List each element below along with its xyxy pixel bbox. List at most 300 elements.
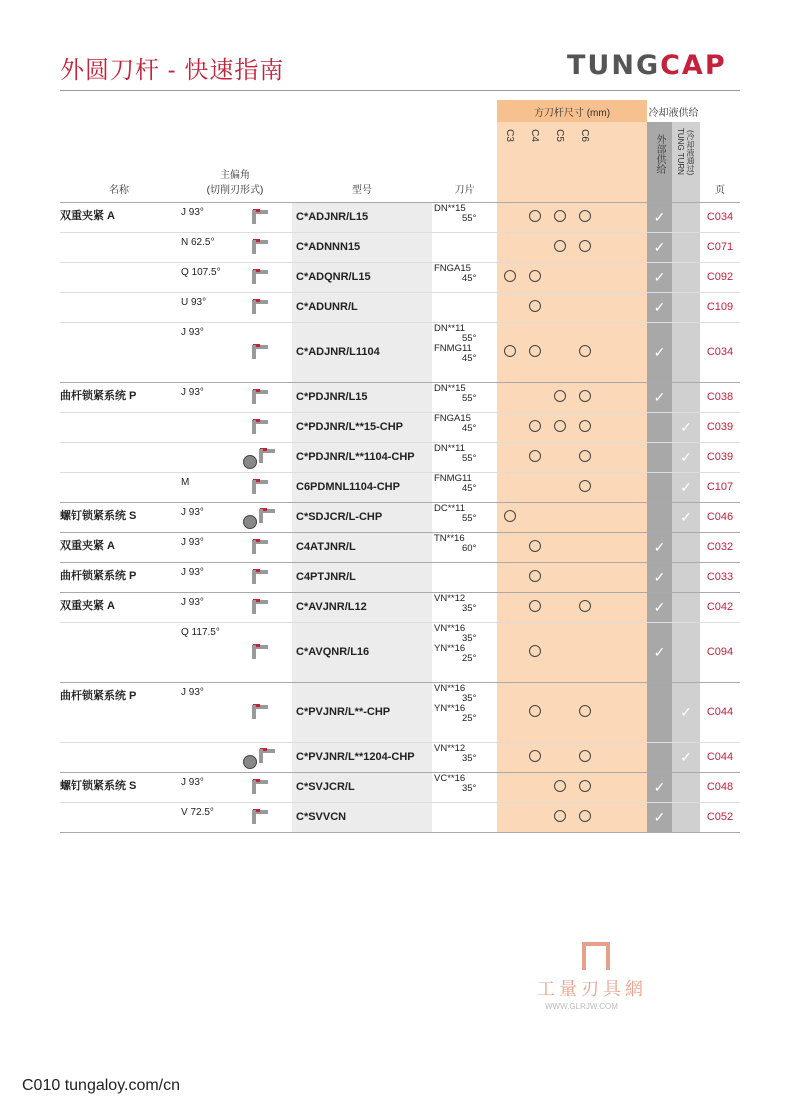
shank-c5 bbox=[547, 322, 572, 382]
shank-c3 bbox=[497, 382, 522, 412]
coolant-tt-cell bbox=[672, 322, 700, 382]
coolant-ext-cell bbox=[647, 742, 672, 772]
row-page-link[interactable]: C039 bbox=[700, 412, 740, 442]
row-name: 螺钉锁紧系统 S bbox=[60, 772, 178, 802]
shank-c5 bbox=[547, 772, 572, 802]
col-coolant-ext: 外部供给 bbox=[654, 134, 665, 174]
row-page-link[interactable]: C038 bbox=[700, 382, 740, 412]
row-insert bbox=[432, 202, 497, 232]
shank-c5 bbox=[547, 442, 572, 472]
shank-c4 bbox=[522, 802, 547, 832]
shank-c3 bbox=[497, 322, 522, 382]
check-icon: ✓ bbox=[653, 598, 666, 615]
shank-c3 bbox=[497, 532, 522, 562]
insert-text: FNMG11 bbox=[434, 342, 472, 354]
row-insert bbox=[432, 742, 497, 772]
insert-text: VN**12 bbox=[434, 592, 466, 604]
watermark-icon bbox=[582, 942, 610, 970]
insert-text: FNGA15 bbox=[434, 262, 471, 274]
shank-c6 bbox=[572, 382, 597, 412]
shank-c6 bbox=[572, 532, 597, 562]
shank-c3 bbox=[497, 502, 522, 532]
row-angle: J 93° bbox=[178, 532, 230, 562]
tool-shape-icon bbox=[250, 206, 272, 226]
available-circle-icon bbox=[529, 300, 541, 312]
row-tool-cell bbox=[230, 262, 292, 292]
row-model[interactable]: C*SVJCR/L bbox=[292, 772, 432, 802]
coolant-tt-cell bbox=[672, 412, 700, 442]
available-circle-icon bbox=[504, 270, 516, 282]
shank-c6 bbox=[572, 412, 597, 442]
row-name: 双重夹紧 A bbox=[60, 592, 178, 622]
row-page-link[interactable]: C044 bbox=[700, 742, 740, 772]
coolant-tt-cell bbox=[672, 262, 700, 292]
row-tool-cell bbox=[230, 502, 292, 532]
col-c3: C3 bbox=[503, 129, 515, 142]
row-angle: U 93° bbox=[178, 292, 230, 322]
shank-c5 bbox=[547, 472, 572, 502]
insert-text: 35° bbox=[462, 752, 477, 764]
insert-text: 55° bbox=[462, 452, 477, 464]
table-row bbox=[60, 292, 740, 322]
tool-shape-icon bbox=[250, 806, 272, 826]
table-row bbox=[60, 742, 740, 772]
insert-text: DN**11 bbox=[434, 442, 465, 454]
coolant-ext-cell bbox=[647, 412, 672, 442]
row-page-link[interactable]: C042 bbox=[700, 592, 740, 622]
shank-c4 bbox=[522, 412, 547, 442]
coolant-tt-cell bbox=[672, 232, 700, 262]
shank-c4 bbox=[522, 742, 547, 772]
shank-c3 bbox=[497, 202, 522, 232]
available-circle-icon bbox=[529, 420, 541, 432]
row-angle: M bbox=[178, 472, 230, 502]
coolant-ext-cell bbox=[647, 562, 672, 592]
row-page-link[interactable]: C048 bbox=[700, 772, 740, 802]
tool-shape-icon bbox=[257, 445, 279, 465]
brand-logo bbox=[567, 50, 727, 81]
shank-c3 bbox=[497, 772, 522, 802]
tool-shape-icon bbox=[250, 236, 272, 256]
table-row bbox=[60, 682, 740, 742]
row-insert bbox=[432, 412, 497, 442]
available-circle-icon bbox=[529, 345, 541, 357]
holder-table bbox=[60, 100, 740, 833]
col-model: 型号 bbox=[292, 122, 432, 202]
row-name: 曲杆锁紧系统 P bbox=[60, 562, 178, 592]
shank-c5 bbox=[547, 502, 572, 532]
row-angle: J 93° bbox=[178, 772, 230, 802]
shank-c4 bbox=[522, 442, 547, 472]
col-coolant-tt: TUNG TURN bbox=[676, 128, 685, 175]
footer-url[interactable]: tungaloy.com/cn bbox=[64, 1077, 181, 1094]
row-insert bbox=[432, 262, 497, 292]
row-page-link[interactable]: C109 bbox=[700, 292, 740, 322]
row-model[interactable]: C4PTJNR/L bbox=[292, 562, 432, 592]
shank-c5 bbox=[547, 562, 572, 592]
table-row bbox=[60, 592, 740, 622]
available-circle-icon bbox=[529, 645, 541, 657]
coolant-tt-cell bbox=[672, 562, 700, 592]
shank-c4 bbox=[522, 202, 547, 232]
check-icon: ✓ bbox=[653, 643, 666, 660]
shank-c6 bbox=[572, 232, 597, 262]
coolant-tt-cell bbox=[672, 622, 700, 682]
row-name bbox=[60, 292, 178, 322]
coolant-ext-cell bbox=[647, 592, 672, 622]
tool-shape-icon bbox=[250, 476, 272, 496]
row-model[interactable]: C*PDJNR/L15 bbox=[292, 382, 432, 412]
footer-page: C010 bbox=[22, 1077, 61, 1094]
row-insert bbox=[432, 592, 497, 622]
table-row bbox=[60, 382, 740, 412]
row-tool-cell bbox=[230, 472, 292, 502]
shank-c6 bbox=[572, 202, 597, 232]
shank-c6 bbox=[572, 322, 597, 382]
row-name: 曲杆锁紧系统 P bbox=[60, 382, 178, 412]
table-row bbox=[60, 502, 740, 532]
available-circle-icon bbox=[529, 600, 541, 612]
coolant-ext-cell bbox=[647, 772, 672, 802]
check-icon: ✓ bbox=[653, 568, 666, 585]
tool-shape-icon bbox=[250, 536, 272, 556]
shank-c3 bbox=[497, 742, 522, 772]
check-icon: ✓ bbox=[653, 778, 666, 795]
table-row bbox=[60, 262, 740, 292]
available-circle-icon bbox=[529, 210, 541, 222]
shank-c4 bbox=[522, 532, 547, 562]
coolant-tt-cell bbox=[672, 772, 700, 802]
shank-c5 bbox=[547, 292, 572, 322]
shank-c6 bbox=[572, 292, 597, 322]
row-insert bbox=[432, 382, 497, 412]
row-tool-cell bbox=[230, 682, 292, 742]
row-model[interactable]: C*PDJNR/L**1104-CHP bbox=[292, 442, 432, 472]
insert-text: VN**12 bbox=[434, 742, 466, 754]
row-insert bbox=[432, 772, 497, 802]
row-page-link[interactable]: C052 bbox=[700, 802, 740, 832]
row-model[interactable]: C*ADJNR/L1104 bbox=[292, 322, 432, 382]
coolant-tt-cell bbox=[672, 802, 700, 832]
row-model[interactable]: C*SDJCR/L-CHP bbox=[292, 502, 432, 532]
row-name bbox=[60, 742, 178, 772]
insert-text: 45° bbox=[462, 422, 477, 434]
insert-text: FNGA15 bbox=[434, 412, 471, 424]
available-circle-icon bbox=[504, 510, 516, 522]
shank-c5 bbox=[547, 622, 572, 682]
col-c4: C4 bbox=[528, 129, 540, 142]
available-circle-icon bbox=[579, 210, 591, 222]
row-angle bbox=[178, 442, 230, 472]
row-name bbox=[60, 442, 178, 472]
available-circle-icon bbox=[579, 420, 591, 432]
insert-text: 45° bbox=[462, 272, 477, 284]
row-name: 曲杆锁紧系统 P bbox=[60, 682, 178, 742]
row-insert bbox=[432, 442, 497, 472]
row-name bbox=[60, 622, 178, 682]
shank-c6 bbox=[572, 622, 597, 682]
insert-text: TN**16 bbox=[434, 532, 465, 544]
row-model[interactable]: C*ADNNN15 bbox=[292, 232, 432, 262]
row-page-link[interactable]: C033 bbox=[700, 562, 740, 592]
footer bbox=[22, 1077, 180, 1095]
shank-c4 bbox=[522, 232, 547, 262]
watermark-url: WWW.GLRJW.COM bbox=[545, 1002, 618, 1011]
row-page-link[interactable]: C034 bbox=[700, 202, 740, 232]
insert-text: 25° bbox=[462, 652, 477, 664]
insert-text: 60° bbox=[462, 542, 477, 554]
row-insert bbox=[432, 322, 497, 382]
insert-text: YN**16 bbox=[434, 702, 466, 714]
row-tool-cell bbox=[230, 532, 292, 562]
shank-c5 bbox=[547, 232, 572, 262]
check-icon: ✓ bbox=[680, 478, 692, 495]
coolant-icon bbox=[243, 515, 257, 529]
row-tool-cell bbox=[230, 202, 292, 232]
row-angle: N 62.5° bbox=[178, 232, 230, 262]
row-model[interactable]: C*ADJNR/L15 bbox=[292, 202, 432, 232]
coolant-ext-cell bbox=[647, 472, 672, 502]
row-insert bbox=[432, 292, 497, 322]
shank-c6 bbox=[572, 442, 597, 472]
row-angle: J 93° bbox=[178, 202, 230, 232]
table-row bbox=[60, 472, 740, 502]
row-angle: J 93° bbox=[178, 562, 230, 592]
shank-c4 bbox=[522, 262, 547, 292]
shank-c3 bbox=[497, 592, 522, 622]
row-name: 螺钉锁紧系统 S bbox=[60, 502, 178, 532]
row-insert bbox=[432, 232, 497, 262]
row-insert bbox=[432, 802, 497, 832]
insert-text: VC**16 bbox=[434, 772, 466, 784]
check-icon: ✓ bbox=[680, 448, 692, 465]
check-icon: ✓ bbox=[653, 388, 666, 405]
col-c5: C5 bbox=[553, 129, 565, 142]
insert-text: 55° bbox=[462, 392, 477, 404]
shank-c4 bbox=[522, 472, 547, 502]
shank-c6 bbox=[572, 742, 597, 772]
shank-c4 bbox=[522, 682, 547, 742]
page-title: 外圆刀杆 - 快速指南 bbox=[60, 57, 285, 84]
tool-shape-icon bbox=[257, 505, 279, 525]
row-page-link[interactable]: C039 bbox=[700, 442, 740, 472]
insert-text: 25° bbox=[462, 712, 477, 724]
row-angle: V 72.5° bbox=[178, 802, 230, 832]
coolant-tt-cell bbox=[672, 592, 700, 622]
col-insert: 刀片 bbox=[432, 122, 497, 202]
coolant-tt-cell bbox=[672, 382, 700, 412]
col-angle-sub: (切削刃形式) bbox=[206, 184, 264, 196]
col-page: 页 bbox=[700, 122, 740, 202]
row-page-link[interactable]: C044 bbox=[700, 682, 740, 742]
row-name: 双重夹紧 A bbox=[60, 532, 178, 562]
check-icon: ✓ bbox=[653, 208, 666, 225]
available-circle-icon bbox=[554, 810, 566, 822]
check-icon: ✓ bbox=[653, 298, 666, 315]
shank-c5 bbox=[547, 802, 572, 832]
row-tool-cell bbox=[230, 442, 292, 472]
row-name bbox=[60, 232, 178, 262]
insert-text: DN**15 bbox=[434, 382, 466, 394]
row-angle: J 93° bbox=[178, 682, 230, 742]
coolant-tt-cell bbox=[672, 292, 700, 322]
shank-c4 bbox=[522, 382, 547, 412]
insert-text: DN**15 bbox=[434, 202, 466, 214]
shank-c3 bbox=[497, 292, 522, 322]
tool-shape-icon bbox=[250, 341, 272, 361]
available-circle-icon bbox=[554, 240, 566, 252]
coolant-icon bbox=[243, 755, 257, 769]
row-name bbox=[60, 262, 178, 292]
available-circle-icon bbox=[579, 390, 591, 402]
available-circle-icon bbox=[579, 480, 591, 492]
available-circle-icon bbox=[579, 450, 591, 462]
row-insert bbox=[432, 472, 497, 502]
check-icon: ✓ bbox=[653, 268, 666, 285]
table-row bbox=[60, 562, 740, 592]
row-page-link[interactable]: C046 bbox=[700, 502, 740, 532]
row-tool-cell bbox=[230, 382, 292, 412]
row-page-link[interactable]: C092 bbox=[700, 262, 740, 292]
coolant-ext-cell bbox=[647, 262, 672, 292]
coolant-ext-cell bbox=[647, 442, 672, 472]
coolant-tt-cell bbox=[672, 742, 700, 772]
table-row bbox=[60, 412, 740, 442]
row-angle: J 93° bbox=[178, 592, 230, 622]
table-row bbox=[60, 202, 740, 232]
shank-c6 bbox=[572, 802, 597, 832]
shank-c3 bbox=[497, 562, 522, 592]
col-coolant-tt-sub: (冷却液通过) bbox=[686, 129, 695, 175]
table-row bbox=[60, 442, 740, 472]
row-model[interactable]: C6PDMNL1104-CHP bbox=[292, 472, 432, 502]
row-model[interactable]: C*AVJNR/L12 bbox=[292, 592, 432, 622]
table-row bbox=[60, 532, 740, 562]
row-model[interactable]: C4ATJNR/L bbox=[292, 532, 432, 562]
shank-c3 bbox=[497, 622, 522, 682]
available-circle-icon bbox=[529, 270, 541, 282]
row-page-link[interactable]: C107 bbox=[700, 472, 740, 502]
available-circle-icon bbox=[554, 780, 566, 792]
row-model[interactable]: C*PVJNR/L**1204-CHP bbox=[292, 742, 432, 772]
brand-a: TUNG bbox=[567, 50, 661, 81]
check-icon: ✓ bbox=[653, 343, 666, 360]
row-insert bbox=[432, 622, 497, 682]
shank-c4 bbox=[522, 592, 547, 622]
row-insert bbox=[432, 562, 497, 592]
row-angle: J 93° bbox=[178, 502, 230, 532]
row-page-link[interactable]: C034 bbox=[700, 322, 740, 382]
shank-c5 bbox=[547, 202, 572, 232]
tool-shape-icon bbox=[250, 296, 272, 316]
coolant-group-header: 冷却液供给 bbox=[648, 107, 699, 119]
row-page-link[interactable]: C071 bbox=[700, 232, 740, 262]
row-tool-cell bbox=[230, 592, 292, 622]
row-model[interactable]: C*ADUNR/L bbox=[292, 292, 432, 322]
shank-c3 bbox=[497, 442, 522, 472]
row-tool-cell bbox=[230, 322, 292, 382]
available-circle-icon bbox=[529, 750, 541, 762]
col-name: 名称 bbox=[60, 122, 178, 202]
shank-c4 bbox=[522, 772, 547, 802]
available-circle-icon bbox=[579, 750, 591, 762]
row-model[interactable]: C*ADQNR/L15 bbox=[292, 262, 432, 292]
available-circle-icon bbox=[579, 240, 591, 252]
row-tool-cell bbox=[230, 562, 292, 592]
check-icon: ✓ bbox=[653, 538, 666, 555]
table-row bbox=[60, 322, 740, 382]
insert-text: 45° bbox=[462, 482, 477, 494]
insert-text: DC**11 bbox=[434, 502, 465, 514]
row-tool-cell bbox=[230, 802, 292, 832]
row-angle bbox=[178, 742, 230, 772]
tool-shape-icon bbox=[257, 745, 279, 765]
row-tool-cell bbox=[230, 742, 292, 772]
coolant-tt-cell bbox=[672, 202, 700, 232]
tool-shape-icon bbox=[250, 596, 272, 616]
row-tool-cell bbox=[230, 412, 292, 442]
insert-text: VN**16 bbox=[434, 622, 466, 634]
insert-text: 45° bbox=[462, 352, 477, 364]
row-angle: J 93° bbox=[178, 382, 230, 412]
shank-group-header: 方刀杆尺寸 (mm) bbox=[497, 100, 647, 122]
row-model[interactable]: C*PVJNR/L**-CHP bbox=[292, 682, 432, 742]
tool-shape-icon bbox=[250, 701, 272, 721]
coolant-tt-cell bbox=[672, 682, 700, 742]
shank-c6 bbox=[572, 682, 597, 742]
row-model[interactable]: C*SVVCN bbox=[292, 802, 432, 832]
coolant-tt-cell bbox=[672, 442, 700, 472]
insert-text: 35° bbox=[462, 632, 477, 644]
row-model[interactable]: C*AVQNR/L16 bbox=[292, 622, 432, 682]
coolant-ext-cell bbox=[647, 532, 672, 562]
coolant-ext-cell bbox=[647, 292, 672, 322]
row-model[interactable]: C*PDJNR/L**15-CHP bbox=[292, 412, 432, 442]
available-circle-icon bbox=[554, 420, 566, 432]
insert-text: 35° bbox=[462, 782, 477, 794]
row-name bbox=[60, 322, 178, 382]
coolant-ext-cell bbox=[647, 322, 672, 382]
tool-shape-icon bbox=[250, 416, 272, 436]
title-rule bbox=[60, 90, 740, 91]
check-icon: ✓ bbox=[680, 508, 692, 525]
available-circle-icon bbox=[554, 390, 566, 402]
available-circle-icon bbox=[579, 810, 591, 822]
insert-text: VN**16 bbox=[434, 682, 466, 694]
tool-shape-icon bbox=[250, 566, 272, 586]
shank-c3 bbox=[497, 472, 522, 502]
row-tool-cell bbox=[230, 232, 292, 262]
shank-c5 bbox=[547, 382, 572, 412]
shank-c3 bbox=[497, 802, 522, 832]
coolant-tt-cell bbox=[672, 472, 700, 502]
row-angle: Q 107.5° bbox=[178, 262, 230, 292]
available-circle-icon bbox=[529, 570, 541, 582]
row-angle: Q 117.5° bbox=[178, 622, 230, 682]
check-icon: ✓ bbox=[680, 748, 692, 765]
shank-c5 bbox=[547, 532, 572, 562]
row-page-link[interactable]: C032 bbox=[700, 532, 740, 562]
col-angle-label: 主偏角 bbox=[220, 169, 250, 181]
tool-shape-icon bbox=[250, 386, 272, 406]
insert-text: 35° bbox=[462, 602, 477, 614]
coolant-ext-cell bbox=[647, 622, 672, 682]
shank-c6 bbox=[572, 502, 597, 532]
row-page-link[interactable]: C094 bbox=[700, 622, 740, 682]
coolant-ext-cell bbox=[647, 502, 672, 532]
shank-c6 bbox=[572, 592, 597, 622]
available-circle-icon bbox=[554, 210, 566, 222]
